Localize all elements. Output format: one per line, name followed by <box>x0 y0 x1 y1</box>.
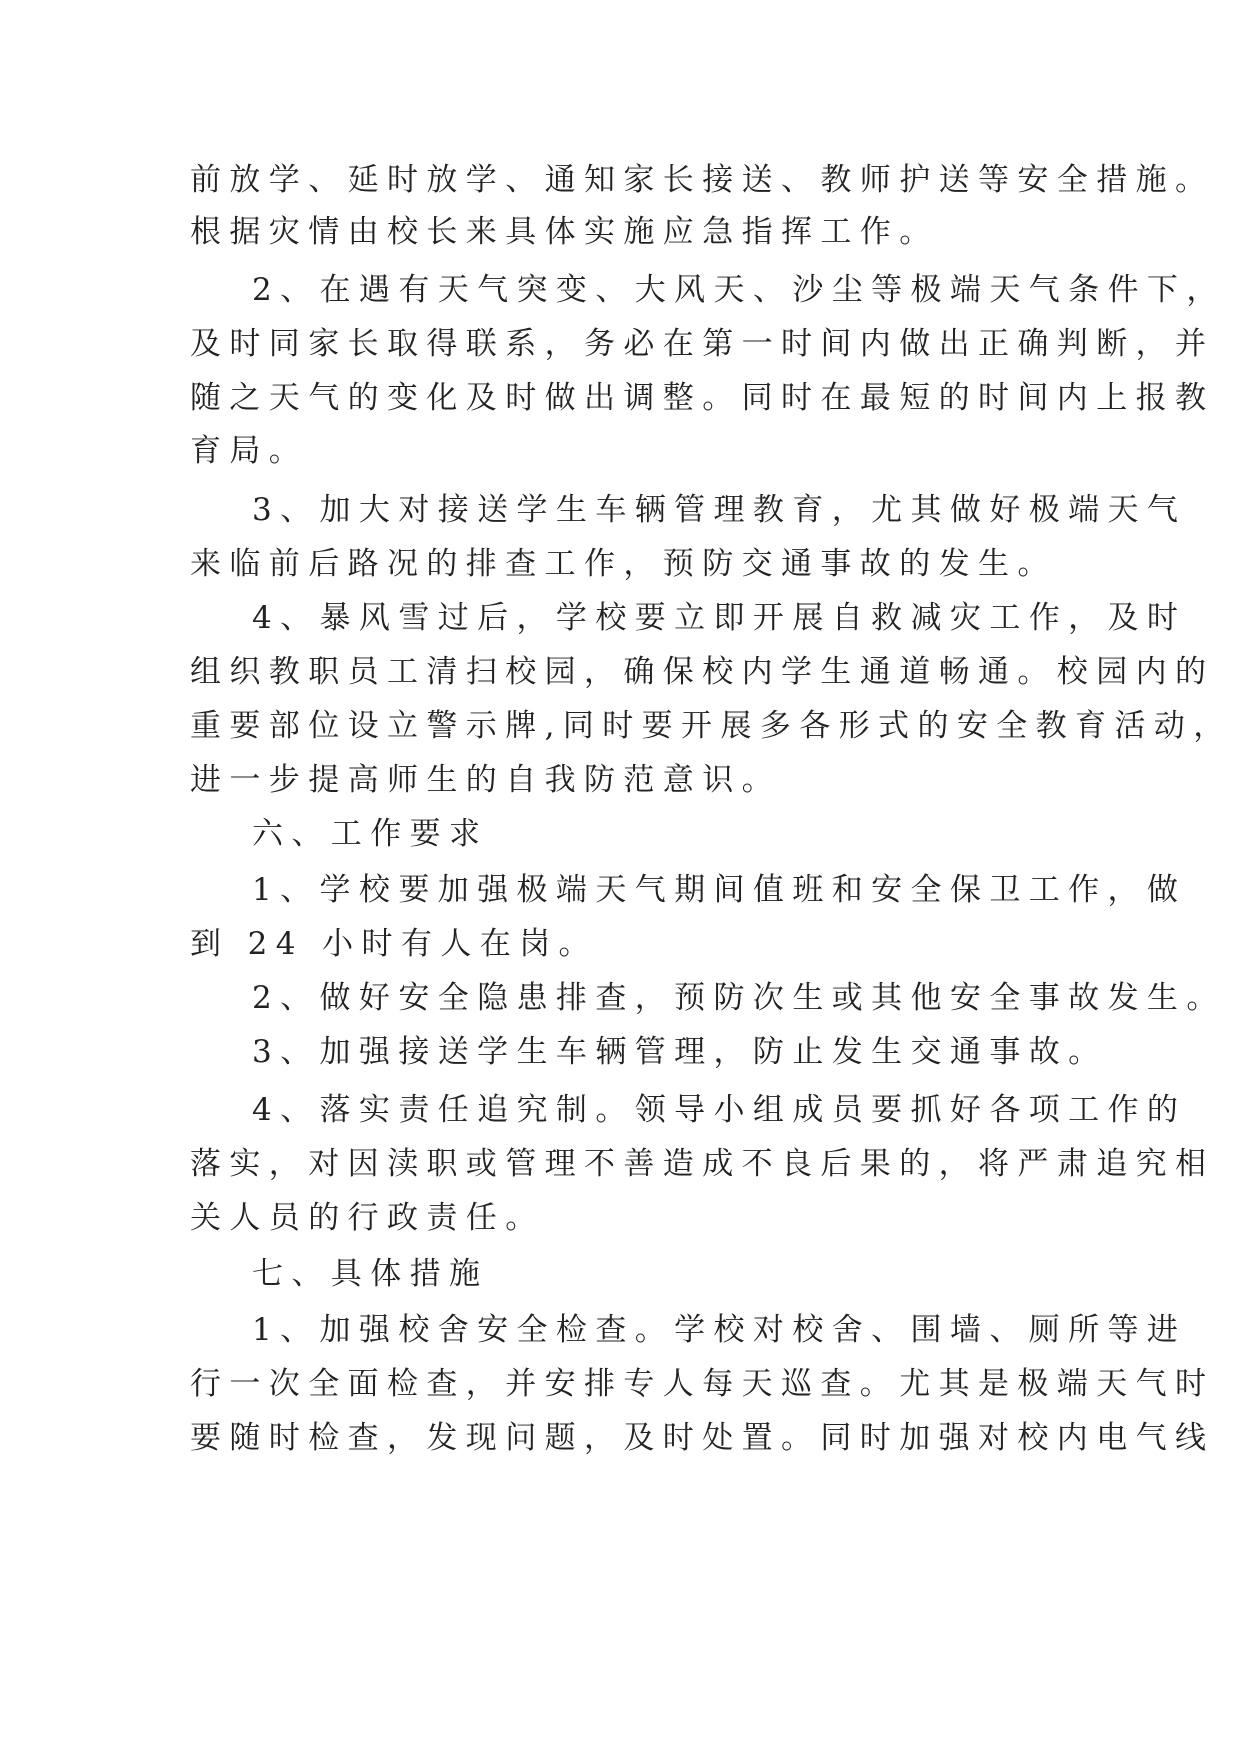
text-line-10: 组织教职员工清扫校园，确保校内学生通道畅通。校园内的 <box>190 654 1215 690</box>
text-line-9: 4、暴风雪过后，学校要立即开展自救减灾工作，及时 <box>252 600 1187 636</box>
text-line-7: 3、加大对接送学生车辆管理教育，尤其做好极端天气 <box>252 492 1187 528</box>
text-line-1: 前放学、延时放学、通知家长接送、教师护送等安全措施。 <box>190 162 1215 198</box>
text-line-15: 到 24 小时有人在岗。 <box>190 926 598 962</box>
text-line-23: 行一次全面检查，并安排专人每天巡查。尤其是极端天气时 <box>190 1366 1215 1402</box>
text-line-14: 1、学校要加强极端天气期间值班和安全保卫工作，做 <box>252 872 1187 908</box>
text-line-8: 来临前后路况的排查工作，预防交通事故的发生。 <box>190 546 1057 582</box>
text-line-5: 随之天气的变化及时做出调整。同时在最短的时间内上报教 <box>190 380 1215 416</box>
text-line-11: 重要部位设立警示牌,同时要开展多各形式的安全教育活动， <box>190 708 1233 744</box>
section-heading-specific-measures: 七、具体措施 <box>252 1256 489 1292</box>
text-line-3: 2、在遇有天气突变、大风天、沙尘等极端天气条件下， <box>252 272 1226 308</box>
text-line-16: 2、做好安全隐患排查，预防次生或其他安全事故发生。 <box>252 980 1226 1016</box>
text-line-4: 及时同家长取得联系，务必在第一时间内做出正确判断，并 <box>190 326 1215 362</box>
text-line-12: 进一步提高师生的自我防范意识。 <box>190 762 781 798</box>
text-line-17: 3、加强接送学生车辆管理，防止发生交通事故。 <box>252 1034 1108 1070</box>
section-heading-work-requirements: 六、工作要求 <box>252 816 489 852</box>
text-line-22: 1、加强校舍安全检查。学校对校舍、围墙、厕所等进 <box>252 1312 1187 1348</box>
text-line-6: 育局。 <box>190 433 309 469</box>
text-line-19: 落实，对因渎职或管理不善造成不良后果的，将严肃追究相 <box>190 1146 1215 1182</box>
text-line-20: 关人员的行政责任。 <box>190 1200 545 1236</box>
text-line-18: 4、落实责任追究制。领导小组成员要抓好各项工作的 <box>252 1092 1187 1128</box>
text-line-2: 根据灾情由校长来具体实施应急指挥工作。 <box>190 214 939 250</box>
text-line-24: 要随时检查，发现问题，及时处置。同时加强对校内电气线 <box>190 1420 1215 1456</box>
